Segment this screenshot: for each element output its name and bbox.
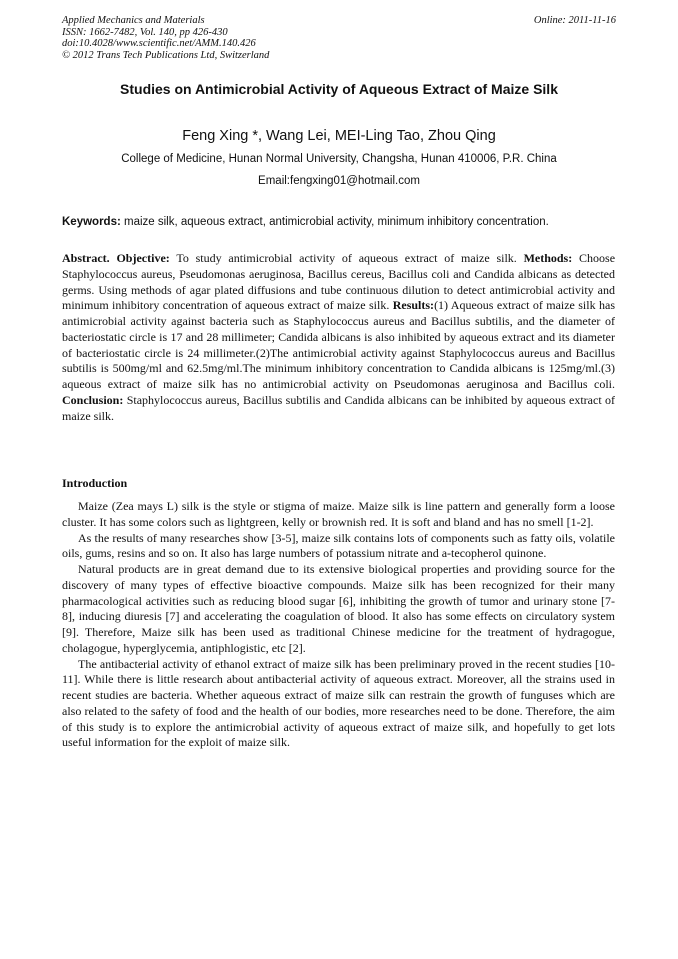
results-text: (1) Aqueous extract of maize silk has antimicrobial activity against bacteria such as Staphylococcus aureus and Bacillus subtilis, and the diameter of bacteriostatic circle is 17 and 28 millimeter; Candida albicans is also inhibited by aqueous extract and its diameter of bacteriostatic circle is 24 millimeter.(2)The antimicrobial activity against Staphylococcus aureus and Bacillus subtilis is 500mg/ml and 62.5mg/ml.The minimum inhibitory concentration to Candida albicans is 125mg/ml.(3) aqueous extract of maize silk has no antimicrobial activity on Pseudomonas aeruginosa and Bacillus coli. xyxy=(62,298,615,391)
conclusion-text: Staphylococcus aureus, Bacillus subtilis and Candida albicans can be inhibited by aqueous extract of maize silk. xyxy=(62,392,615,423)
abstract xyxy=(62,251,615,424)
methods-label: Methods: xyxy=(523,251,573,265)
abstract-label: Abstract. xyxy=(62,251,110,265)
intro-paragraph: Natural products are in great demand due to its extensive biological properties and providing source for the discovery of many types of effective bioactive compounds. Maize silk has been recognized for their many pharmacological activities such as reducing blood sugar [6], inhibiting the growth of tumor and urinary stone [7-8], inducing diuresis [7] and accelerating the coagulation of blood. It also has some effects on circulatory system [9]. Therefore, Maize silk has been used as traditional Chinese medicine for the treatment of hydragogue, cholagogue, hyperglycemia, antiphlogistic, etc [2]. xyxy=(62,562,615,655)
copyright-line: © 2012 Trans Tech Publications Ltd, Switzerland xyxy=(62,49,270,61)
issn-line: ISSN: 1662-7482, Vol. 140, pp 426-430 xyxy=(62,26,228,38)
intro-paragraph: Maize (Zea mays L) silk is the style or stigma of maize. Maize silk is line pattern and generally form a loose cluster. It has some colors such as lightgreen, kelly or brownish red. It is soft and bland and has no smell [1-2]. xyxy=(62,499,615,529)
methods-text: Choose Staphylococcus aureus, Pseudomonas aeruginosa, Bacillus cereus, Bacillus coli and Candida albicans as detected germs. Using methods of agar plated diffusions and tube continuous dilution to detect antimicrobial activity and minimum inhibitory concentration of aqueous extract of maize silk. xyxy=(62,251,616,313)
online-date: Online: 2011-11-16 xyxy=(533,15,616,26)
results-label: Results: xyxy=(392,298,435,313)
introduction-body xyxy=(62,499,615,751)
journal-name: Applied Mechanics and Materials xyxy=(62,15,205,26)
keywords-text: maize silk, aqueous extract, antimicrobial activity, minimum inhibitory concentration. xyxy=(120,216,549,228)
affiliation: College of Medicine, Hunan Normal University, Changsha, Hunan 410006, P.R. China xyxy=(121,153,557,165)
introduction-heading: Introduction xyxy=(62,476,128,490)
keywords-label: Keywords: xyxy=(62,216,121,228)
contact-email: Email:fengxing01@hotmail.com xyxy=(258,175,420,187)
objective-text: To study antimicrobial activity of aqueous extract of maize silk. xyxy=(169,251,524,265)
paper-title: Studies on Antimicrobial Activity of Aqueous Extract of Maize Silk xyxy=(120,81,558,97)
intro-paragraph: As the results of many researches show [3-5], maize silk contains lots of components such as fatty oils, volatile oils, gums, resins and so on. It also has large numbers of potassium nitrate and a-tecopherol quinone. xyxy=(62,530,615,561)
keywords xyxy=(62,216,622,228)
author-list: Feng Xing *, Wang Lei, MEI-Ling Tao, Zhou Qing xyxy=(182,128,496,144)
doi-line: doi:10.4028/www.scientific.net/AMM.140.426 xyxy=(62,38,256,49)
conclusion-label: Conclusion: xyxy=(62,392,124,407)
journal-metadata xyxy=(62,15,269,61)
objective-label: Objective: xyxy=(116,251,170,265)
intro-paragraph: The antibacterial activity of ethanol extract of maize silk has been preliminary proved in the recent studies [10-11]. While there is little research about antibacterial activity of aqueous extract. Moreover, all the strains used in recent studies are bacteria. Whether aqueous extract of maize silk can restrain the growth of funguses which are also related to the safety of food and the health of our bodies, more researches need to be done. Therefore, the aim of this study is to explore the antimicrobial activity of aqueous extract of maize silk, and hopefully to get lots useful information for the exploit of maize silk. xyxy=(62,656,615,750)
